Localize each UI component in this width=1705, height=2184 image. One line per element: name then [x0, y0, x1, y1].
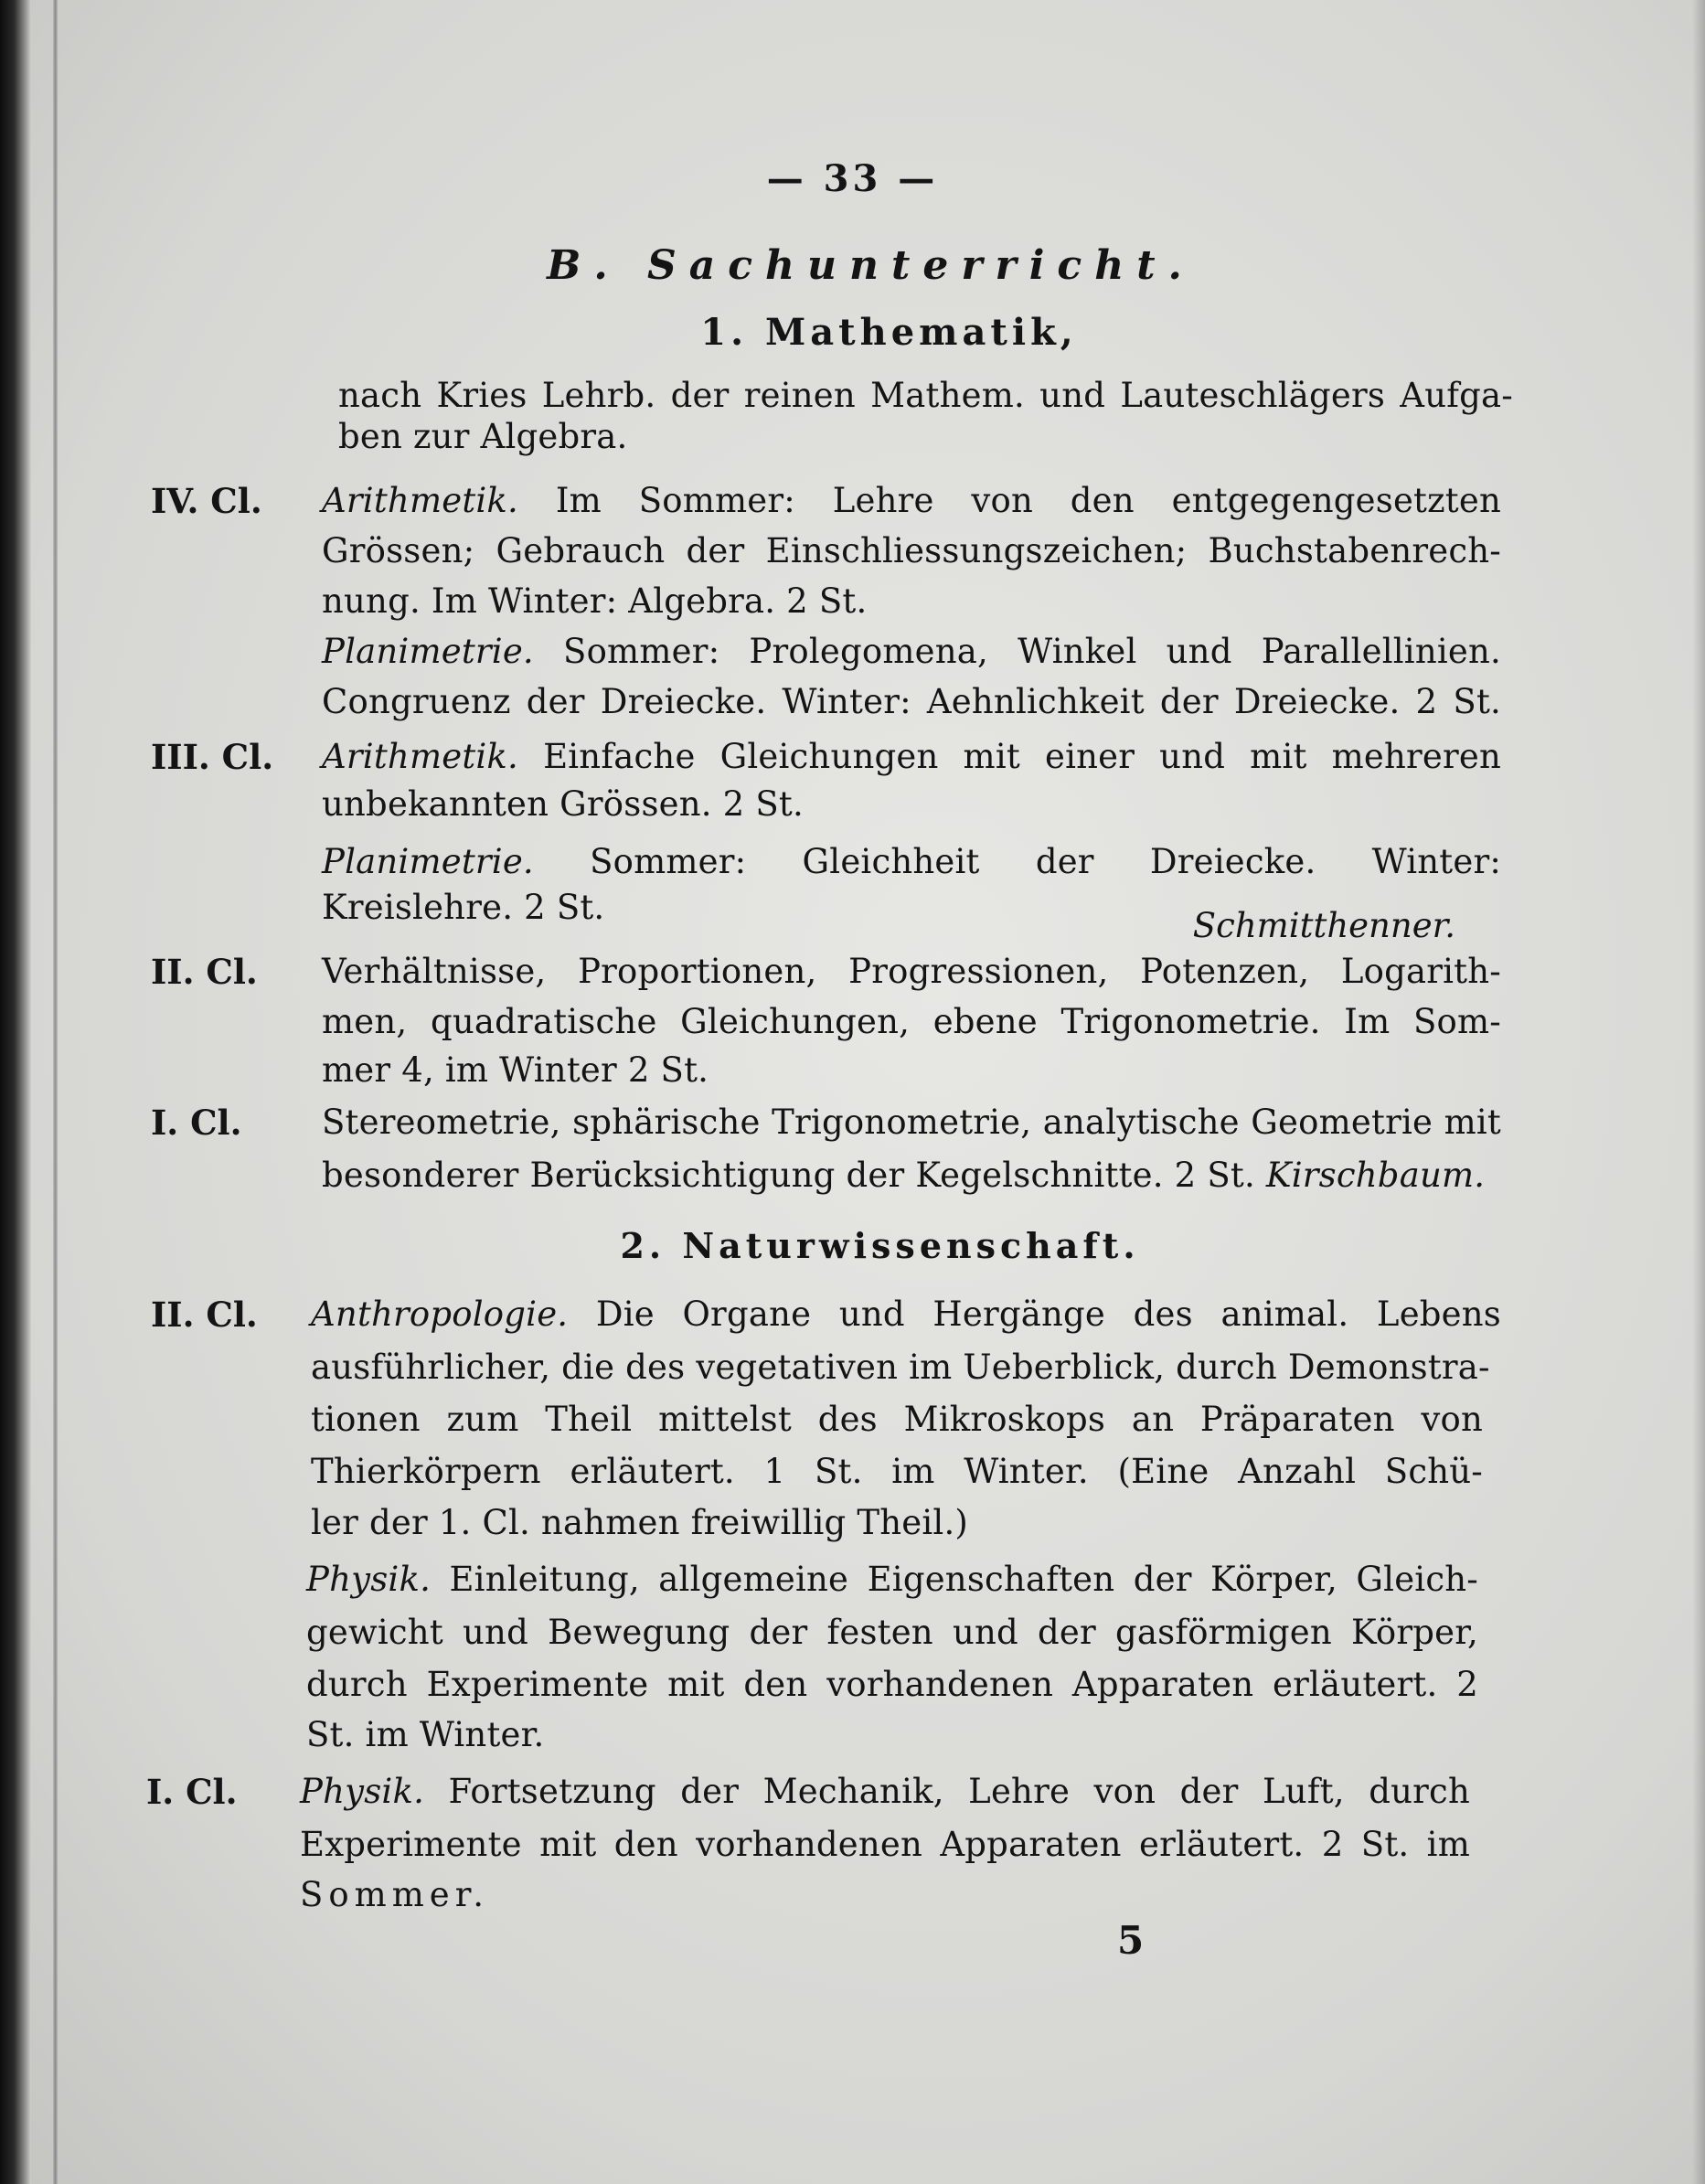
ii-physik-line-1: [306, 1554, 1478, 1605]
iii-arithmetik-label: Arithmetik.: [322, 737, 519, 776]
ii-physik-line-2: gewicht und Bewegung der festen und der gasförmigen Körper,: [306, 1613, 1478, 1652]
class-label-iv: IV. Cl.: [151, 481, 262, 521]
iii-planimetrie-label: Planimetrie.: [322, 842, 534, 881]
iv-arithmetik-line-3: nung. Im Winter: Algebra. 2 St.: [322, 581, 868, 621]
class-label-ii-math: II. Cl.: [151, 952, 258, 992]
i-physik-line-1: [300, 1766, 1470, 1817]
page-number: — 33 —: [766, 157, 939, 200]
i-physik-label: Physik.: [300, 1772, 425, 1811]
iv-arithmetik-line-1: [322, 475, 1501, 527]
ii-physik-line-3: durch Experimente mit den vorhandenen Apparaten erläutert. 2: [306, 1665, 1478, 1704]
ii-anthro-line-4: Thierkörpern erläutert. 1 St. im Winter. (Eine Anzahl Schü-: [311, 1452, 1483, 1491]
ii-anthro-line-5: ler der 1. Cl. nahmen freiwillig Theil.): [311, 1503, 969, 1542]
ii-anthro-line-3: tionen zum Theil mittelst des Mikroskops an Präparaten von: [311, 1400, 1483, 1439]
ii-physik-text-1: Einleitung, allgemeine Eigenschaften der Körper, Gleich-: [449, 1560, 1478, 1599]
iii-arithmetik-line-2: unbekannten Grössen. 2 St.: [322, 784, 804, 824]
subsection-mathematik: 1. Mathematik,: [700, 311, 1078, 354]
iii-planimetrie-line-1: [322, 836, 1501, 888]
iii-planimetrie-text-1: Sommer: Gleichheit der Dreiecke. Winter:: [590, 842, 1502, 881]
ii-anthro-text-1: Die Organe und Hergänge des animal. Lebens: [595, 1294, 1501, 1334]
class-label-i-natur: I. Cl.: [146, 1772, 238, 1812]
ii-math-line-3: mer 4, im Winter 2 St.: [322, 1050, 709, 1090]
ii-anthro-line-1: [311, 1289, 1501, 1340]
i-math-text-2: besonderer Berücksichtigung der Kegelschnitte. 2 St.: [322, 1156, 1255, 1195]
iv-arithmetik-text-1: Im Sommer: Lehre von den entgegengesetzten: [555, 481, 1501, 520]
ii-math-line-1: Verhältnisse, Proportionen, Progressionen, Potenzen, Logarith-: [322, 952, 1501, 991]
i-physik-text-1: Fortsetzung der Mechanik, Lehre von der Luft, durch: [448, 1772, 1470, 1811]
class-label-ii-natur: II. Cl.: [151, 1294, 258, 1335]
math-intro-line-2: ben zur Algebra.: [338, 417, 628, 456]
class-label-iii: III. Cl.: [151, 737, 274, 777]
i-math-line-1: Stereometrie, sphärische Trigonometrie, analytische Geometrie mit: [322, 1103, 1501, 1142]
iv-planimetrie-label: Planimetrie.: [322, 632, 534, 671]
teacher-schmitthenner: Schmitthenner.: [1192, 906, 1455, 945]
signature-mark: 5: [1117, 1918, 1145, 1963]
class-label-i-math: I. Cl.: [151, 1103, 242, 1143]
ii-physik-line-4: St. im Winter.: [306, 1715, 545, 1754]
iv-planimetrie-line-1: [322, 626, 1501, 677]
subsection-naturwissenschaft: 2. Naturwissenschaft.: [620, 1225, 1140, 1266]
iii-arithmetik-text-1: Einfache Gleichungen mit einer und mit mehreren: [543, 737, 1501, 776]
ii-anthro-label: Anthropologie.: [311, 1294, 569, 1334]
math-intro-line-1: nach Kries Lehrb. der reinen Mathem. und Lauteschlägers Aufga-: [338, 376, 1513, 415]
i-math-line-2: [322, 1150, 1501, 1201]
i-physik-line-2: Experimente mit den vorhandenen Apparaten erläutert. 2 St. im: [300, 1825, 1470, 1864]
iv-planimetrie-line-2: Congruenz der Dreiecke. Winter: Aehnlichkeit der Dreiecke. 2 St.: [322, 682, 1501, 721]
ii-physik-label: Physik.: [306, 1560, 432, 1599]
iii-arithmetik-line-1: [322, 731, 1501, 783]
ii-anthro-line-2: ausführlicher, die des vegetativen im Ueberblick, durch Demonstra-: [311, 1348, 1490, 1387]
iv-planimetrie-text-1: Sommer: Prolegomena, Winkel und Parallellinien.: [563, 632, 1501, 671]
iv-arithmetik-line-2: Grössen; Gebrauch der Einschliessungszeichen; Buchstabenrech-: [322, 531, 1501, 570]
ii-math-line-2: men, quadratische Gleichungen, ebene Trigonometrie. Im Som-: [322, 1002, 1501, 1041]
iii-planimetrie-line-2: Kreislehre. 2 St.: [322, 888, 605, 927]
iv-arithmetik-label: Arithmetik.: [322, 481, 519, 520]
teacher-kirschbaum: Kirschbaum.: [1265, 1156, 1486, 1195]
section-title: B. Sachunterricht.: [547, 242, 1195, 289]
i-physik-line-3: Sommer.: [300, 1875, 490, 1914]
